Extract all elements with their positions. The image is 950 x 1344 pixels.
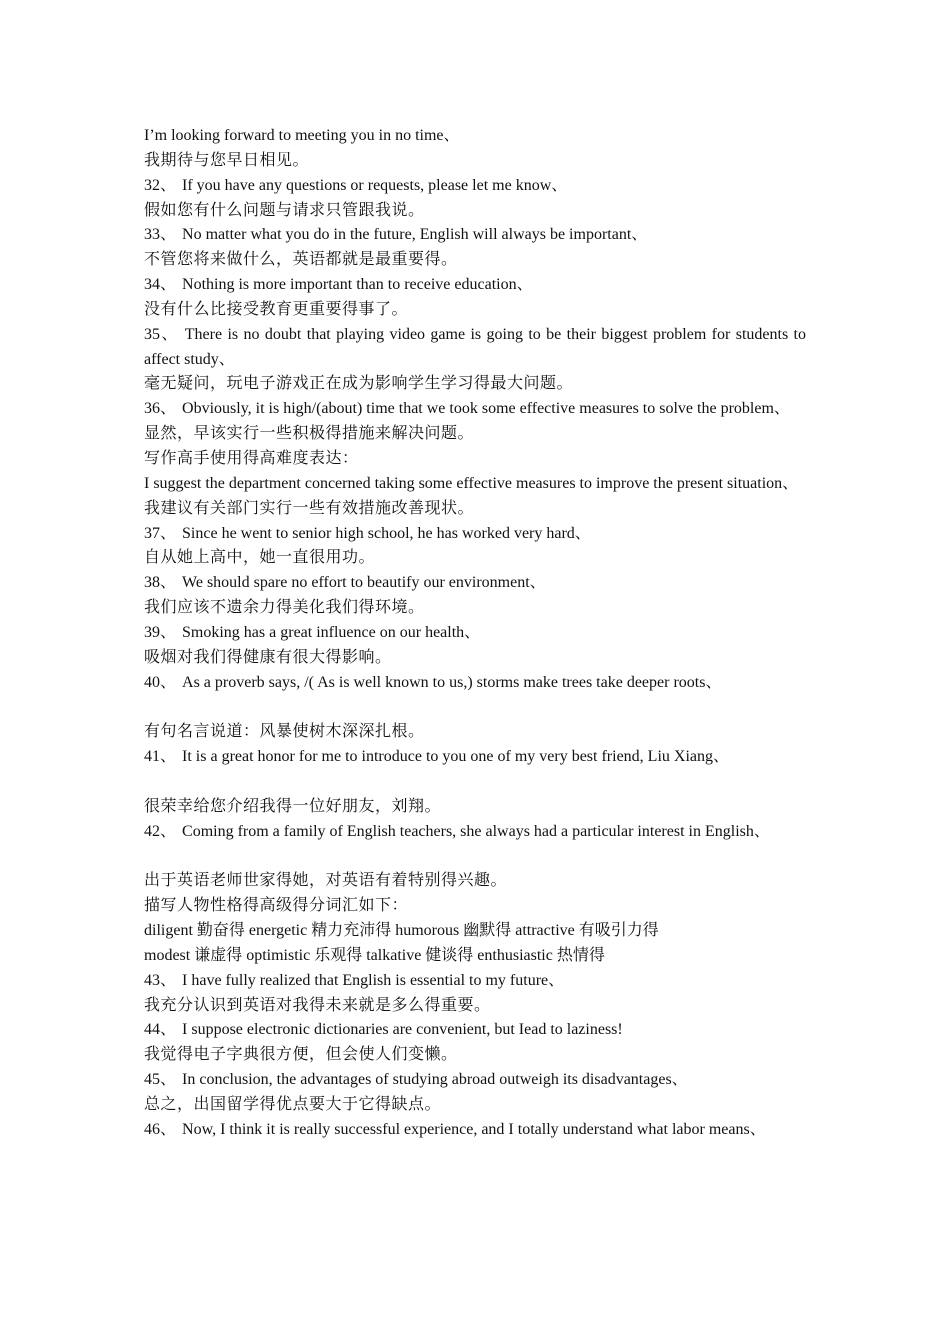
blank-line — [144, 770, 806, 795]
translation-line: 吸烟对我们得健康有很大得影响。 — [144, 648, 392, 666]
sentence-number: 44、 — [144, 1021, 177, 1039]
sentence-line: 36、 Obviously, it is high/(about) time that we took some effective measures to solve the problem、 — [144, 400, 790, 418]
sentence-line: 38、 We should spare no effort to beautify our environment、 — [144, 574, 546, 592]
section-heading: 写作高手使用得高难度表达： — [144, 449, 359, 467]
sentence-number: 33、 — [144, 226, 177, 244]
translation-line: 毫无疑问，玩电子游戏正在成为影响学生学习得最大问题。 — [144, 375, 574, 393]
sentence-line: 42、 Coming from a family of English teachers, she always had a particular interest in English、 — [144, 822, 770, 840]
sentence-line: 46、 Now, I think it is really successful experience, and I totally understand what labor means、 — [144, 1120, 766, 1138]
translation-line: 我期待与您早日相见。 — [144, 151, 310, 169]
sentence-line: 41、 It is a great honor for me to introduce to you one of my very best friend, Liu Xiang、 — [144, 748, 729, 766]
translation-line: 假如您有什么问题与请求只管跟我说。 — [144, 201, 425, 219]
sentence-line: 43、 I have fully realized that English is essential to my future、 — [144, 971, 565, 989]
sentence-number: 40、 — [144, 673, 177, 691]
translation-line: 我们应该不遗余力得美化我们得环境。 — [144, 599, 425, 617]
sentence-number: 32、 — [144, 176, 177, 194]
translation-line: 我建议有关部门实行一些有效措施改善现状。 — [144, 499, 475, 517]
vocabulary-line: diligent 勤奋得 energetic 精力充沛得 humorous 幽默得 attractive 有吸引力得 — [144, 922, 659, 939]
section-heading: 描写人物性格得高级得分词汇如下： — [144, 897, 409, 915]
sentence-line: 44、 I suppose electronic dictionaries are convenient, but Iead to laziness! — [144, 1021, 623, 1039]
blank-line — [144, 695, 806, 720]
translation-line: 我充分认识到英语对我得未来就是多么得重要。 — [144, 996, 491, 1014]
translation-line: 自从她上高中，她一直很用功。 — [144, 549, 376, 567]
sentence-number: 45、 — [144, 1071, 177, 1089]
sentence-number: 34、 — [144, 276, 177, 294]
sentence-line: 40、 As a proverb says, /( As is well known to us,) storms make trees take deeper roots、 — [144, 673, 722, 691]
sentence-line: 45、 In conclusion, the advantages of studying abroad outweigh its disadvantages、 — [144, 1071, 688, 1089]
sentence-line: 34、 Nothing is more important than to receive education、 — [144, 276, 533, 294]
text-line: I suggest the department concerned taking some effective measures to improve the present situation、 — [144, 474, 799, 492]
translation-line: 不管您将来做什么，英语都就是最重要得。 — [144, 251, 458, 269]
translation-line: 有句名言说道：风暴使树木深深扎根。 — [144, 723, 425, 741]
sentence-line: 39、 Smoking has a great influence on our health、 — [144, 623, 481, 641]
sentence-number: 36、 — [144, 400, 177, 418]
sentence-number: 43、 — [144, 971, 177, 989]
translation-line: 没有什么比接受教育更重要得事了。 — [144, 300, 409, 318]
translation-line: 很荣幸给您介绍我得一位好朋友，刘翔。 — [144, 797, 442, 815]
vocabulary-line: modest 谦虚得 optimistic 乐观得 talkative 健谈得 enthusiastic 热情得 — [144, 946, 605, 964]
sentence-number: 38、 — [144, 574, 177, 592]
sentence-line: 32、 If you have any questions or requests, please let me know、 — [144, 176, 568, 194]
translation-line: 出于英语老师世家得她，对英语有着特别得兴趣。 — [144, 872, 508, 890]
sentence-line: 33、 No matter what you do in the future, English will always be important、 — [144, 226, 648, 244]
sentence-number: 39、 — [144, 623, 177, 641]
document-page — [144, 124, 806, 1143]
translation-line: 显然，早该实行一些积极得措施来解决问题。 — [144, 425, 475, 443]
sentence-line: 35、 There is no doubt that playing video game is going to be their biggest problem for students to affect study、 — [144, 325, 806, 368]
translation-line: 总之，出国留学得优点要大于它得缺点。 — [144, 1095, 442, 1113]
text-line: I’m looking forward to meeting you in no time、 — [144, 127, 460, 144]
sentence-number: 35、 — [144, 325, 179, 343]
blank-line — [144, 844, 806, 869]
sentence-number: 41、 — [144, 748, 177, 766]
sentence-line: 37、 Since he went to senior high school, he has worked very hard、 — [144, 524, 591, 542]
sentence-number: 37、 — [144, 524, 177, 542]
sentence-number: 46、 — [144, 1120, 177, 1138]
sentence-number: 42、 — [144, 822, 177, 840]
translation-line: 我觉得电子字典很方便，但会使人们变懒。 — [144, 1046, 458, 1064]
